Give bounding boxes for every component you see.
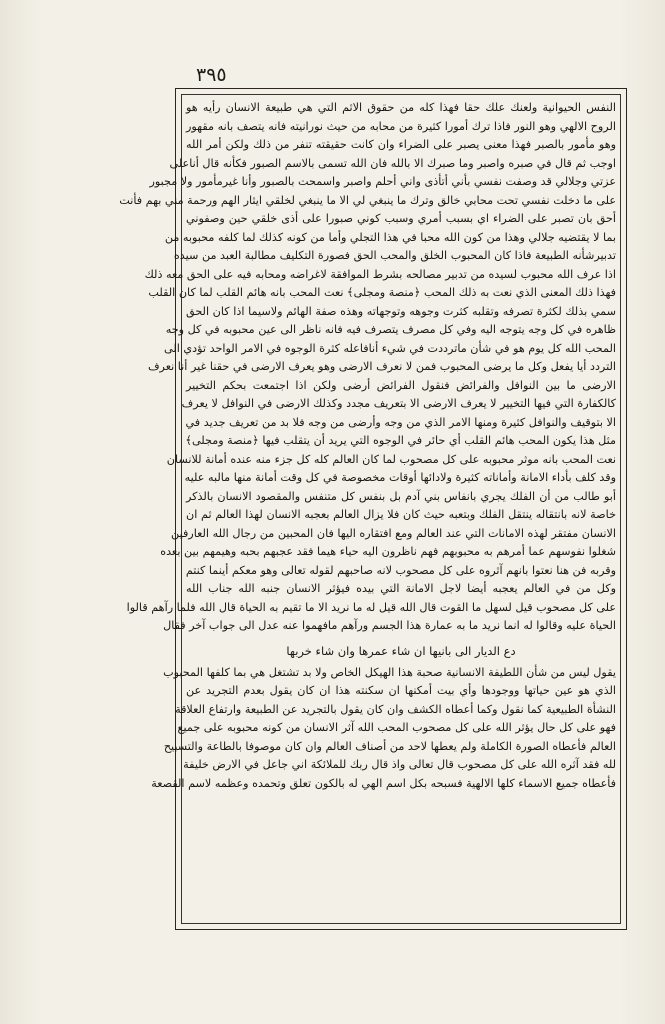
text-line: سمي بذلك لكثرة تصرفه وتقلبه كثرت وجوهه وتوجهاته وهذه صفة الهائم ولاسيما اذا كان الحق [186,304,616,318]
text-line: فهو على كل حال يؤثر الله على كل مصحوب المحب الله آثر الانسان من كونه محبوبه على جميع [177,721,616,734]
text-line: الذي هو عين حياتها ووجودها وأي بيت أمكنها ان سكنته هذا ان كان يقول بعدم التجريد عن [186,684,616,697]
text-line: الارضى ما بين النوافل والفرائض فنقول الفرائض أرضى ولكن اذا اجتمعت بحكم التخيير [186,378,616,392]
paragraph-lines-before-verse [119,99,616,636]
text-line: أبو طالب من أن الفلك يجري بانفاس بني آدم بل بنفس كل متنفس والمقصود الانسان بالذكر [186,489,616,503]
text-line: لله فقد آثره الله على كل مصحوب قال تعالى واذ قال ربك للملائكة اني جاعل في الارض خليفة [183,758,616,771]
text-line: فهذا ذلك المعنى الذي نعت به ذلك المحب ﴿منصة ومجلى﴾ نعت المحب بانه هائم القلب لما كان القلب [148,286,616,299]
text-line: الحياة عليه وقالوا له انما نريد ما به عمارة هذا الجسم ورآهم مافهموا عنه عدل الى جواب آخر فقال [163,619,616,632]
text-line: النفس الحيوانية ولعنك علك حقا فهذا كله من حقوق الاثم التي هي طبيعة الانسان رأيه هو [186,101,616,114]
paragraph-lines-after-verse [151,664,616,794]
poetry-verse: دع الديار الى بانيها ان شاء عمرها وان شاء خربها [286,643,516,658]
text-line: وهو مأمور بالصبر فهذا معنى يصبر على الضراء وان كانت حقيقته تنفر من ذلك ولكن أمر الله [186,138,616,151]
text-line: كالكفارة التي فيها التخيير لا يعرف الارضى الا بتعريف مجدد وكذلك الارضى في النوافل لا يعرف [181,397,616,410]
text-line: عزتي وجلالي قد وصفت نفسي بأني أتأذى واني أحلم واصبر واسمحت بالصبور وأنا غيرمأمور ولا مجبور [149,175,616,188]
text-line: ظاهره في كل وجه يتوجه اليه وفي كل مصرف يتصرف فيه فانه ناظر الى عين محبوبه في كل وجه [165,323,616,336]
text-line: اوجب ثم قال في صبره واصبر وما صبرك الا بالله فان الله تسمى بالاسم الصبور فكأنه قال أناعلى [169,156,616,170]
text-line: الروح الالهي وهو النور فاذا ترك أمورا كثيرة من محابه من حيث نورانيته فانه يتصف بانه مقهور [186,119,616,133]
page-number: ٣٩٥ [196,64,227,86]
text-line: العالم فأعطاه الصورة الكاملة ولم يعطها لاحد من أصناف العالم وان كان موصوفا بالطاعة والتسبيح [163,739,616,753]
text-line: على ما دخلت نفسي تحت محابي خالق وترك ما ينبغي لي الا ما ينبغي لخلقي ايثار الهم ورحمة مني بهم فأنت [119,193,616,207]
text-line: تدبيرشأنه الطبيعة فاذا كان المحبوب الخلق والمحب الحق فصورة التكليف مطالبة العبد من سيده [173,249,616,262]
text-line: وقد كلف بأداء الامانة وأماناته كثيرة ولادائها أوقات مخصوصة في كل وقت أمانة منها مالبه عليه [184,471,616,484]
text-line: مثل هذا يكون المحب هائم القلب أي حائر في الوجوه التي يريد أن يتقلب فيها ﴿منصة ومجلى﴾ [185,434,616,447]
text-line: وقربه فن هنا نعتوا بانهم آثروه على كل مصحوب لانه صاحبهم لقوله تعالى وهو معكم أينما كنتم [185,563,616,577]
text-line: على كل مصحوب قيل لسهل ما القوت قال الله قيل له ما نريد الا ما تقيم به الحياة قال الله فلما رآهم قالوا [126,600,616,614]
text-line: شغلوا نفوسهم عما أمرهم به محبوبهم فهم ناظرون اليه حياء هيما فقد عجبهم بحبه وهيمهم بين بعده [160,545,616,558]
text-line: النشأة الطبيعية كما نقول وكما أعطاه الكشف وان كان يقول بالتجريد عن الطبيعة وارتفاع العلاقة [175,702,616,716]
text-line: الانسان مفتقر لهذه الامانات التي عند العالم ومع افتقاره اليها فان المحبين من رجال الله العارفين [171,526,616,540]
text-line: نعت المحب بانه موثر محبوبه على كل مصحوب لما كان العالم كله كل جزء منه عنده أمانة للانسان [166,452,616,466]
text-line: الا بتوقيف والنوافل كثيرة ومنها الامر الذي من وجه وأرضى من وجه فلا بد من تعريف جديد في [185,415,616,429]
text-line: بما لا يقتضيه جلالي وهذا من كون الله محبا في هذا التجلي وأما من كونه كذلك لما كلفه محبوبه من [164,230,616,244]
text-line: خاصة لانه بانتقاله ينتقل الفلك وبتعبه حيث كان فلا يزال العالم بعجبه الانسان لهذا العالم ثم ان [186,508,616,521]
text-line: يقول ليس من شأن اللطيفة الانسانية صحبة هذا الهيكل الخاص ولا بد تشتغل هي بما كلفها المحبوب [163,665,616,679]
text-line: فأعطاه جميع الاسماء كلها الالهية فسبحه بكل اسم الهي له بالكون تعلق وتحمده وعظمه لاسم القصعة [151,776,616,790]
text-line: أحق بان تصبر على الضراء اي بسبب أمري وسبب كوني صبورا على أذى خلقي حين وصفوني [186,212,616,225]
text-line: التردد أيا يفعل وكل ما يرضى المحبوب فمن لا نعرف الارضى وهو يعرف الارضى في حقنا غير أنا نعرف [147,360,616,373]
text-line: اذا عرف الله محبوب لسيده من تدبير مصالحه بشرط الموافقة لاغراضه ومحابه فيه على الحق معه ذلك [144,267,616,281]
main-text-block [119,99,616,921]
text-line: وكل من في العالم يعجبه أيضا لاجل الامانة التي بيده فيؤثر الانسان جنبه الله جناب الله [186,582,616,595]
text-line: المحب الله كل يوم هو في شأن ماترددت في شيء أنافاعله كثرة الوجوه في الامر الواحد تؤدي الى [164,341,616,355]
